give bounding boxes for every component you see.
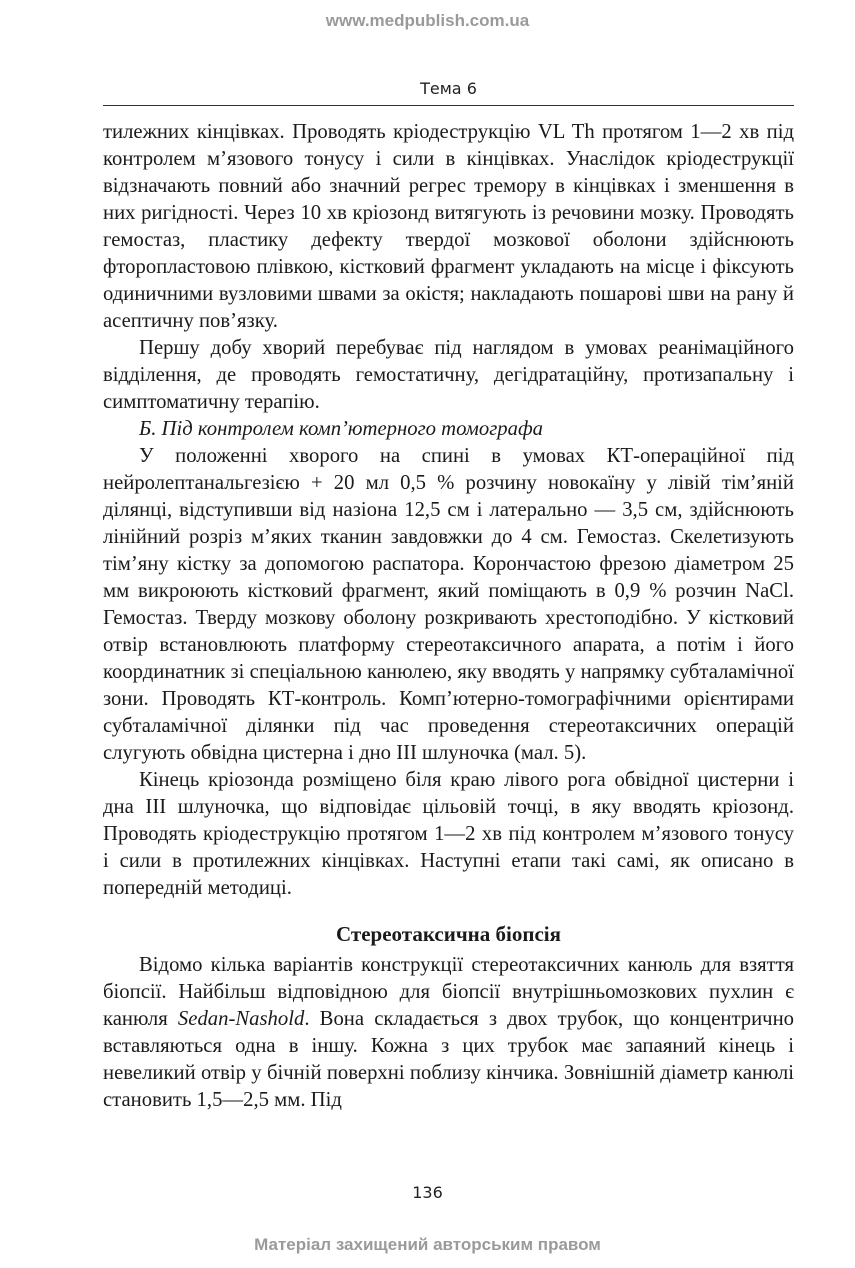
section-paragraph-before: Відомо кілька варіантів конструкції стереотаксичних канюль для взяття біопсії. Найбільш відповідною для біопсії внутрішньомозкових пухлин є канюля [103, 954, 794, 1030]
section-title: Стереотаксична біопсія [336, 922, 561, 946]
paragraph-2: Першу добу хворий перебуває під наглядом в умовах реанімаційного відділення, де проводять гемостатичну, дегідратаційну, протизапальну і симптоматичну терапію. [103, 337, 794, 413]
page-number: 136 [412, 1183, 443, 1202]
header-rule [103, 105, 794, 106]
section-paragraph-after: . Вона складається з двох трубок, що концентрично вставляються одна в іншу. Кожна з цих трубок має запаяний кінець і невеликий отвір у бічній поверхні поблизу кінчика. Зовнішній діаметр канюлі становить 1,5—2,5 мм. Під [103, 1008, 794, 1111]
watermark-bottom: Матеріал захищений авторським правом [254, 1235, 601, 1254]
body-text [103, 119, 794, 1114]
section-paragraph [103, 952, 794, 1114]
watermark-top: www.medpublish.com.ua [325, 11, 530, 30]
running-head: Тема 6 [420, 79, 477, 98]
section-paragraph-italic: Sedan-Nashold [177, 1008, 305, 1030]
paragraph-1: тилежних кінцівках. Проводять кріодеструкцію VL Th протягом 1—2 хв під контролем м’язового тонусу і сили в кінцівках. Унаслідок кріодеструкції відзначають повний або значний регрес тремору в кінцівках і зменшення в них ригідності. Через 10 хв кріозонд витягують із речовини мозку. Проводять гемостаз, пластику дефекту твердої мозкової оболони здійснюють фторопластовою плівкою, кістковий фрагмент укладають на місце і фіксують одиничними вузловими швами за окістя; накладають пошарові шви на рану й асептичну пов’язку. [103, 121, 794, 332]
paragraph-3: У положенні хворого на спині в умовах КТ-операційної під нейролептанальгезією + 20 мл 0,5 % розчину новокаїну у лівій тім’яній ділянці, відступивши від назіона 12,5 см і латерально — 3,5 см, здійснюють лінійний розріз м’яких тканин завдовжки до 4 см. Гемостаз. Скелетизують тім’яну кістку за допомогою распатора. Корончастою фрезою діаметром 25 мм викроюють кістковий фрагмент, який поміщають в 0,9 % розчин NaCl. Гемостаз. Тверду мозкову оболону розкривають хрестоподібно. У кістковий отвір встановлюють платформу стереотаксичного апарата, а потім і його координатник зі спеціальною канюлею, яку вводять у напрямку субталамічної зони. Проводять КТ-контроль. Комп’ютерно-томографічними орієнтирами субталамічної ділянки під час проведення стереотаксичних операцій слугують обвідна цистерна і дно III шлуночка (мал. 5). [103, 445, 794, 764]
paragraph-4: Кінець кріозонда розміщено біля краю лівого рога обвідної цистерни і дна III шлуночка, що відповідає цільовій точці, в яку вводять кріозонд. Проводять кріодеструкцію протягом 1—2 хв під контролем м’язового тонусу і сили в протилежних кінцівках. Наступні етапи такі самі, як описано в попередній методиці. [103, 769, 794, 899]
subheading-b: Б. Під контролем комп’ютерного томографа [139, 418, 544, 440]
